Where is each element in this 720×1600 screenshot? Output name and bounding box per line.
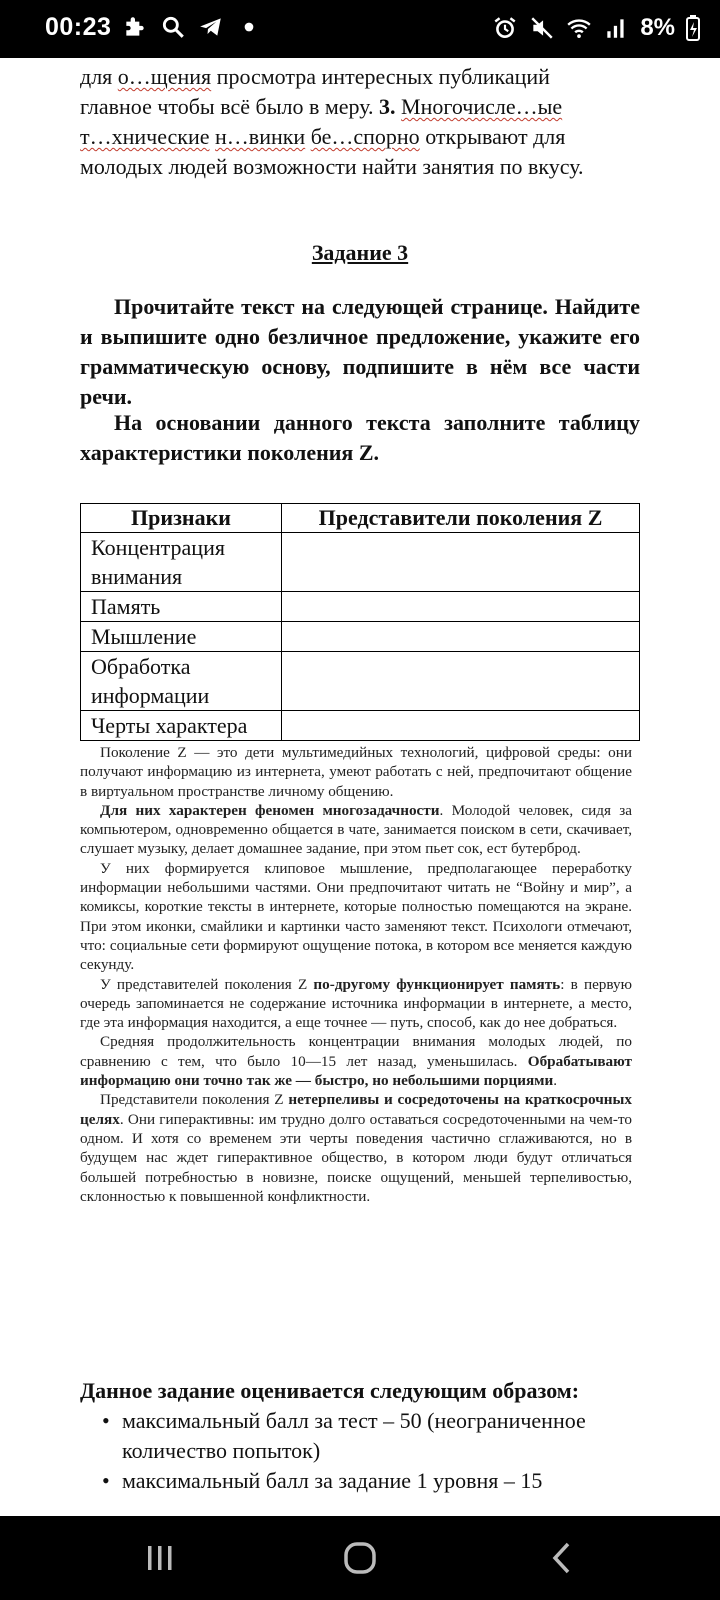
scan-paragraph: Для них характерен феномен многозадачности. Молодой человек, сидя за компьютером, одновременно общается в чате, занимается поиском в сети, скачивает, слушает музыку, делает домашнее задание, при этом пьет сок, ест бутерброд.	[80, 801, 632, 858]
alarm-icon	[492, 15, 518, 41]
table-header-cell: Представители поколения Z	[282, 504, 640, 533]
criteria-title: Данное задание оценивается следующим образом:	[80, 1378, 580, 1403]
intro-line: главное чтобы всё было в меру. 3. Многочисле…ые	[80, 94, 563, 119]
table-cell-trait: Черты характера	[81, 711, 282, 741]
table-row	[81, 622, 640, 652]
scan-paragraph: Представители поколения Z нетерпеливы и сосредоточены на краткосрочных целях. Они гиперактивны: им трудно долго оставаться сосредоточенными на чем-то одном. И хотя со временем эти черты поведения частично сглаживаются, но в будущем нас ждет гиперактивное общество, в котором люди будут отличаться большей потребностью в новизне, поиске ощущений, меньшей терпеливостью, склонностью к повышенной конфликтности.	[80, 1091, 633, 1205]
intro-line: т…хнические н…винки бе…спорно открывают для	[80, 124, 566, 149]
scan-paragraph: Средняя продолжительность концентрации внимания молодых людей, по сравнению с тем, что было 10—15 лет назад, уменьшилась. Обрабатывают информацию они точно так же — быстро, но небольшими порциями.	[80, 1033, 632, 1090]
table-cell-answer	[282, 711, 640, 741]
scan-paragraph: Поколение Z — это дети мультимедийных технологий, цифровой среды: они получают информацию из интернета, умеют работать с ней, предпочитают общение в виртуальном пространстве личному общению.	[80, 744, 632, 800]
table-cell-answer	[282, 622, 640, 652]
table-cell-trait: Мышление	[81, 622, 282, 652]
scanned-text	[80, 743, 632, 1206]
table-cell-answer	[282, 592, 640, 622]
table-cell-trait: Концентрация внимания	[81, 533, 282, 592]
recents-icon[interactable]	[138, 1536, 182, 1580]
table-row	[81, 711, 640, 741]
table-header-cell: Признаки	[81, 504, 282, 533]
scan-paragraph: У них формируется клиповое мышление, предполагающее переработку информации небольшими частями. Они предпочитают читать не “Войну и мир”, а комиксы, короткие тексты в интернете, которые полностью помещаются на экране. При этом иконки, смайлики и картинки часто заменяют текст. Психологи отмечают, что: социальные сети формируют ощущение потока, в котором все меняется каждую секунду.	[80, 859, 632, 974]
task-heading: Задание 3	[311, 240, 409, 265]
scan-paragraph: У представителей поколения Z по-другому функционирует память: в первую очередь запоминается не содержание источника информации в интернете, а место, где эта информация находится, а еще точнее — путь, способ, как до нее добраться.	[80, 975, 632, 1032]
status-time: 00:23	[45, 13, 112, 41]
grading-criteria	[80, 1376, 660, 1496]
navigation-bar	[0, 1516, 720, 1600]
characteristics-table	[80, 503, 640, 741]
battery-icon	[686, 15, 700, 41]
puzzle-icon	[122, 14, 148, 40]
back-icon[interactable]	[540, 1536, 584, 1580]
intro-line: молодых людей возможности найти занятия по вкусу.	[80, 154, 584, 179]
mute-icon	[529, 15, 555, 41]
table-cell-trait: Обработка информации	[81, 652, 282, 711]
list-item: • максимальный балл за тест – 50 (неограниченное количество попыток)	[102, 1408, 586, 1463]
table-cell-trait: Память	[81, 592, 282, 622]
task-instruction-1: Прочитайте текст на следующей странице. Найдите и выпишите одно безличное предложение, укажите его грамматическую основу, подпишите в нём все части речи.	[80, 294, 640, 409]
table-row	[81, 592, 640, 622]
table-row	[81, 533, 640, 592]
telegram-icon	[198, 14, 224, 40]
document-page[interactable]	[0, 58, 720, 1516]
bullet-icon: •	[102, 1408, 110, 1433]
wifi-icon	[566, 15, 592, 41]
table-cell-answer	[282, 533, 640, 592]
table-cell-answer	[282, 652, 640, 711]
bullet-icon: •	[102, 1468, 110, 1493]
intro-paragraph	[80, 62, 640, 182]
intro-line: для о…щения просмотра интересных публикаций	[80, 64, 550, 89]
list-item: • максимальный балл за задание 1 уровня – 15	[100, 1466, 660, 1496]
home-icon[interactable]	[338, 1536, 382, 1580]
dot-icon	[236, 14, 262, 40]
task-instruction-2: На основании данного текста заполните таблицу характеристики поколения Z.	[80, 410, 640, 465]
battery-percent: 8%	[640, 14, 675, 41]
table-row	[81, 652, 640, 711]
status-bar	[0, 0, 720, 58]
search-icon	[160, 14, 186, 40]
table-header-row	[81, 504, 640, 533]
signal-icon	[603, 15, 629, 41]
